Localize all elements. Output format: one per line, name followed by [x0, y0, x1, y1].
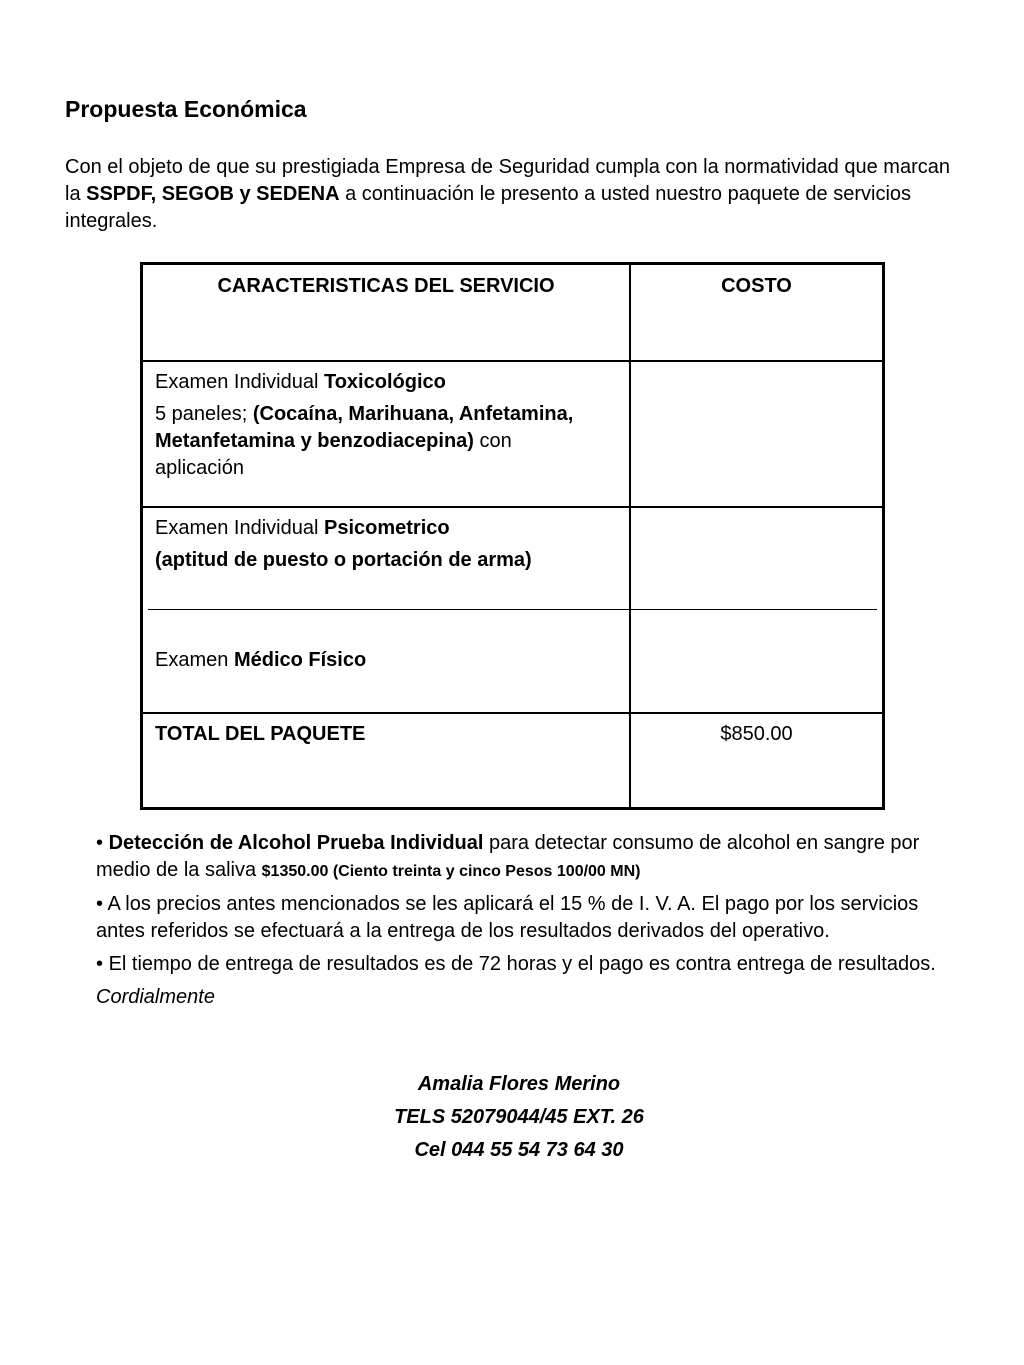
services-table	[140, 262, 885, 810]
psychometric-detail: (aptitud de puesto o portación de arma)	[155, 549, 532, 571]
note-iva: • A los precios antes mencionados se les aplicará el 15 % de I. V. A. El pago por los servicios antes referidos se efectuará a la entrega de los resultados derivados del operativo.	[96, 893, 919, 942]
toxicology-detail: 5 paneles; (Cocaína, Marihuana, Anfetamina, Metanfetamina y benzodiacepina) con aplicación	[155, 403, 574, 479]
header-cost: COSTO	[721, 275, 792, 297]
notes-list	[96, 830, 956, 1017]
note-alcohol: • Detección de Alcohol Prueba Individual para detectar consumo de alcohol en sangre por medio de la saliva $1350.00 (Ciento treinta y cinco Pesos 100/00 MN)	[96, 832, 920, 881]
total-value: $850.00	[720, 723, 793, 745]
toxicology-title: Examen Individual Toxicológico	[155, 371, 446, 393]
total-label: TOTAL DEL PAQUETE	[155, 723, 366, 745]
row-divider	[143, 360, 882, 362]
psychometric-title: Examen Individual Psicometrico	[155, 517, 450, 539]
row-divider	[148, 609, 877, 610]
intro-text-end: a continuación le presento a usted nuestro paquete de servicios integrales.	[65, 183, 912, 232]
signature-phones: TELS 52079044/45 EXT. 26	[394, 1106, 644, 1128]
signature-block	[0, 1068, 1024, 1167]
page-title: Propuesta Económica	[65, 96, 307, 122]
signature-name: Amalia Flores Merino	[417, 1073, 621, 1095]
row-divider	[143, 506, 882, 508]
row-medical: Examen Médico Físico	[155, 649, 367, 671]
closing: Cordialmente	[96, 986, 215, 1008]
intro-text: Con el objeto de que su prestigiada Empresa de Seguridad cumpla con la normatividad que marcan la	[65, 156, 950, 205]
intro-paragraph	[65, 154, 965, 235]
row-toxicology	[155, 369, 595, 482]
row-divider	[143, 712, 882, 714]
note-delivery: • El tiempo de entrega de resultados es de 72 horas y el pago es contra entrega de resultados.	[96, 953, 936, 975]
row-psychometric	[155, 515, 625, 574]
header-service: CARACTERISTICAS DEL SERVICIO	[217, 275, 555, 297]
intro-agencies: SSPDF, SEGOB y SEDENA	[86, 183, 340, 205]
signature-cell: Cel 044 55 54 73 64 30	[414, 1139, 624, 1161]
